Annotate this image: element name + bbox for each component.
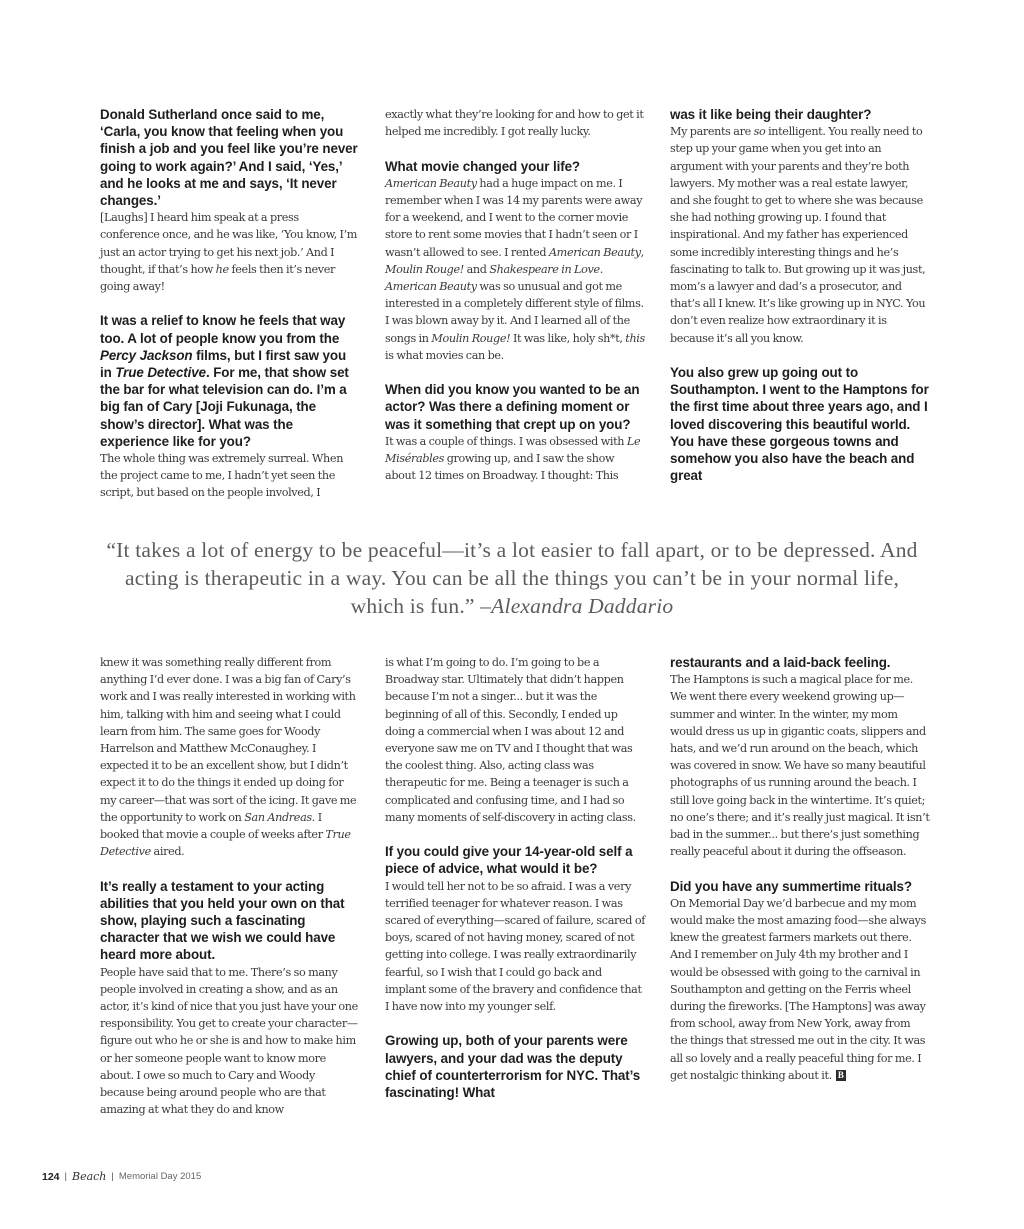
column-1-top bbox=[100, 106, 360, 502]
question-heading: You also grew up going out to Southampton. I went to the Hamptons for the first time about three years ago, and I loved discovering this beautiful world. You have these gorgeous towns and somehow you also have the beach and great bbox=[670, 365, 929, 484]
footer-separator: | bbox=[111, 1171, 114, 1182]
answer-paragraph: It was a couple of things. I was obsessed with Le Misérables growing up, and I saw the show about 12 times on Broadway. I thought: This bbox=[385, 434, 641, 483]
question-heading: Did you have any summertime rituals? bbox=[670, 878, 912, 894]
question-heading: Donald Sutherland once said to me, ‘Carla, you know that feeling when you finish a job and you feel like you’re never going to work again?’ And I said, ‘Yes,’ and he looks at me and says, ‘It never changes.’ bbox=[100, 107, 358, 209]
column-2-top bbox=[385, 106, 645, 484]
magazine-logo: Beach bbox=[72, 1170, 107, 1183]
column-3-top bbox=[670, 106, 930, 484]
question-heading: It’s really a testament to your acting abilities that you held your own on that show, playing such a fascinating character that we wish we could have heard more about. bbox=[100, 878, 345, 963]
question-heading: It was a relief to know he feels that way too. A lot of people know you from the Percy Jackson films, but I first saw you in True Detective. For me, that show set the bar for what television can do. I’m a big fan of Cary [Joji Fukunaga, the show’s director]. What was the experience like for you? bbox=[100, 313, 349, 449]
answer-paragraph: The whole thing was extremely surreal. When the project came to me, I hadn’t yet seen the script, but based on the people involved, I bbox=[100, 452, 344, 500]
answer-paragraph: I would tell her not to be so afraid. I was a very terrified teenager for whatever reason. I was scared of everything—scared of failure, scared of boys, scared of not having money, scared of not getting into college. I was really extraordinarily fearful, so I wish that I could go back and implant some of the bravery and confidence that I have now into my younger self. bbox=[385, 879, 645, 1014]
end-mark-icon: B bbox=[837, 1069, 844, 1080]
question-heading: When did you know you wanted to be an actor? Was there a defining moment or was it something that crept up on you? bbox=[385, 382, 640, 432]
question-heading: Growing up, both of your parents were lawyers, and your dad was the deputy chief of counterterrorism for NYC. That’s fascinating! What bbox=[385, 1033, 641, 1101]
column-3-bottom bbox=[670, 654, 930, 1084]
answer-paragraph: People have said that to me. There’s so many people involved in creating a show, and as an actor, it’s kind of nice that you just have your one responsibility. You get to create your character—figure out who he or she is and how to make him or her someone people want to know more about. I owe so much to Cary and Woody because being around people who are that amazing at what they do and know bbox=[100, 965, 358, 1117]
page-footer bbox=[42, 1170, 201, 1183]
pull-quote bbox=[100, 536, 924, 620]
answer-paragraph: [Laughs] I heard him speak at a press conference once, and he was like, ‘You know, I’m just an actor trying to get his next job.’ And I thought, if that’s how he feels then it’s never going away! bbox=[100, 211, 358, 294]
column-1-bottom bbox=[100, 654, 360, 1118]
answer-paragraph: is what I’m going to do. I’m going to be a Broadway star. Ultimately that didn’t happen because I’m not a singer... but it was the beginning of all of this. Secondly, I ended up doing a commercial when I was about 12 and everyone saw me on TV and I thought that was the coolest thing. Also, acting class was therapeutic for me. Being a teenager is such a complicated and confusing time, and I had so many moments of self-discovery in acting class. bbox=[385, 656, 636, 824]
pull-quote-text: “It takes a lot of energy to be peaceful—it’s a lot easier to fall apart, or to be depressed. And acting is therapeutic in a way. You can be all the things you can’t be in your normal life, which is fun.” bbox=[106, 538, 918, 618]
answer-paragraph: My parents are so intelligent. You really need to step up your game when you get into an argument with your parents and they’re both lawyers. My mother was a real estate lawyer, and she fought to get to where she was because she had nothing growing up. I found that inspirational. And my father has experienced some incredibly interesting things and he’s fascinating to talk to. But growing up it was just, mom’s a lawyer and dad’s a prosecutor, and that’s all I knew. It’s like growing up in NYC. You don’t even realize how extraordinary it is because it’s all you know. bbox=[670, 125, 926, 345]
question-heading: If you could give your 14-year-old self a piece of advice, what would it be? bbox=[385, 844, 633, 877]
answer-paragraph: American Beauty had a huge impact on me. I remember when I was 14 my parents were away for a weekend, and I went to the corner movie store to rent some movies that I hadn’t seen or I wasn’t allowed to see. I rented American Beauty, Moulin Rouge! and Shakespeare in Love. American Beauty was so unusual and got me interested in a completely different style of films. I was blown away by it. And I learned all of the songs in Moulin Rouge! It was like, holy sh*t, this is what movies can be. bbox=[385, 176, 645, 362]
question-heading: was it like being their daughter? bbox=[670, 107, 872, 122]
answer-paragraph: exactly what they’re looking for and how to get it helped me incredibly. I got really lucky. bbox=[385, 108, 644, 139]
page-number: 124 bbox=[42, 1170, 60, 1183]
answer-paragraph: knew it was something really different from anything I’d ever done. I was a big fan of Cary’s work and I was really interested in working with him, talking with him and seeing what I could learn from him. The same goes for Woody Harrelson and Matthew McConaughey. I expected it to be an excellent show, but I didn’t expect it to do the things it ended up doing for my career—that was sort of the icing. It gave me the opportunity to work on San Andreas. I booked that movie a couple of weeks after True Detective aired. bbox=[100, 656, 357, 859]
pull-quote-attribution: –Alexandra Daddario bbox=[480, 594, 674, 618]
answer-paragraph: The Hamptons is such a magical place for me. We went there every weekend growing up—summer and winter. In the winter, my mom would dress us up in gigantic coats, slippers and hats, and we’d run around on the beach, which was covered in snow. We have so many beautiful photographs of us running around the beach. I still love going back in the wintertime. It’s quiet; no one’s there; and it’s really just magical. It isn’t bad in the summer... but there’s just something really peaceful about it during the offseason. bbox=[670, 673, 930, 859]
footer-separator: | bbox=[64, 1171, 67, 1182]
question-heading: restaurants and a laid-back feeling. bbox=[670, 655, 891, 670]
answer-paragraph: On Memorial Day we’d barbecue and my mom would make the most amazing food—she always knew the greatest farmers markets out there. And I remember on July 4th my brother and I would be obsessed with going to the carnival in Southampton and getting on the Ferris wheel during the fireworks. [The Hamptons] was away from school, away from New York, away from the things that stressed me out in the city. It was all so lovely and a really peaceful thing for me. I get nostalgic thinking about it. B bbox=[670, 896, 926, 1082]
issue-label: Memorial Day 2015 bbox=[118, 1171, 202, 1182]
question-heading: What movie changed your life? bbox=[385, 158, 581, 174]
column-2-bottom bbox=[385, 654, 645, 1101]
